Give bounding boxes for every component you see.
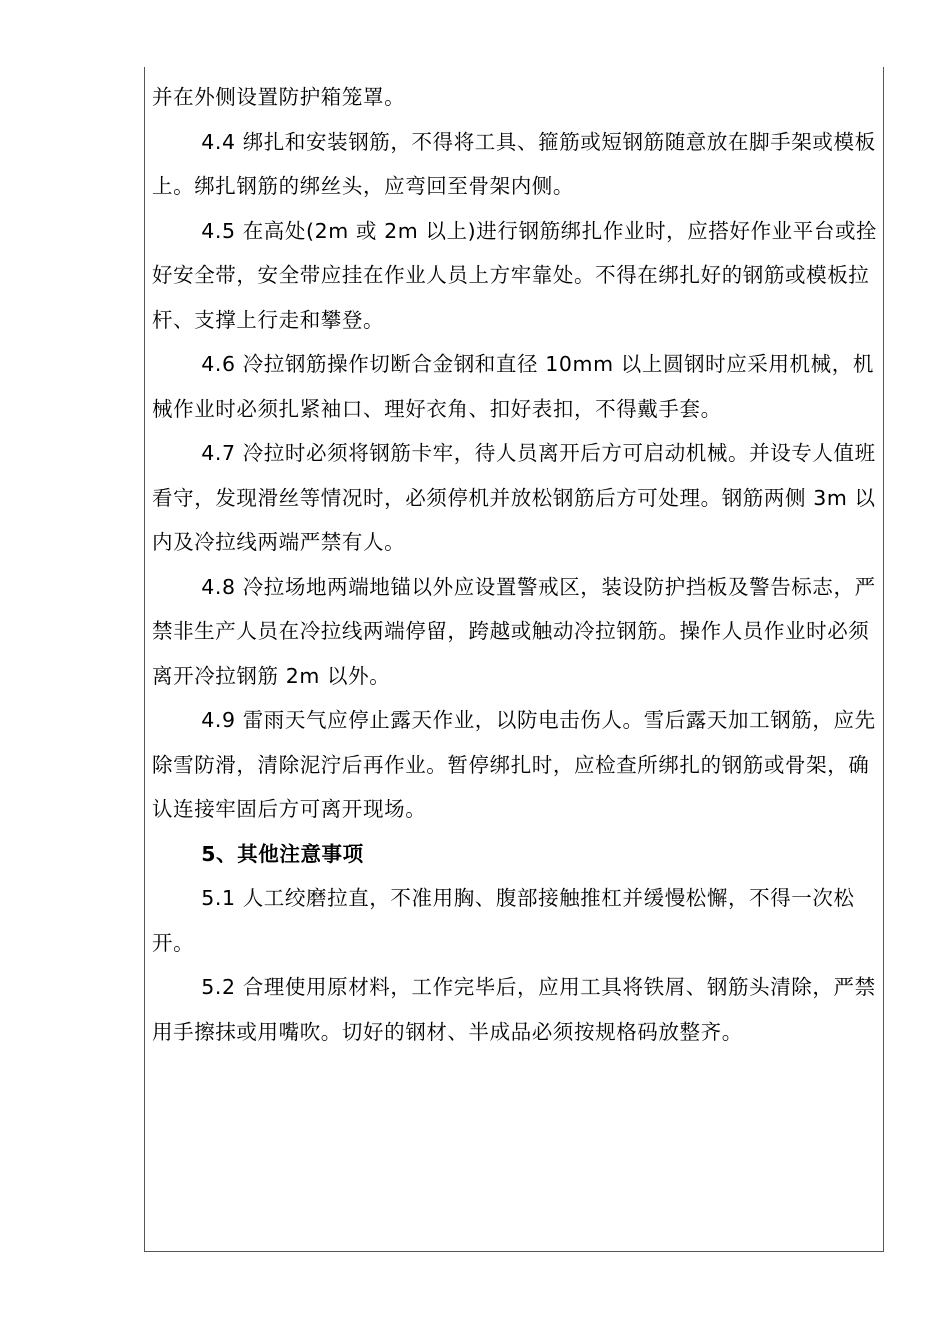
paragraph-4-6: 4.6 冷拉钢筋操作切断合金钢和直径 10mm 以上圆钢时应采用机械，机械作业时必须扎紧袖口、理好衣角、扣好表扣，不得戴手套。 <box>152 352 874 421</box>
paragraph-continuation: 并在外侧设置防护箱笼罩。 <box>152 85 406 109</box>
section-heading-5: 5、其他注意事项 <box>201 841 364 866</box>
paragraph-4-5: 4.5 在高处(2m 或 2m 以上)进行钢筋绑扎作业时，应搭好作业平台或拴好安全带，安全带应挂在作业人员上方牢靠处。不得在绑扎好的钢筋或模板拉杆、支撑上行走和攀登。 <box>152 218 878 332</box>
paragraph-4-8: 4.8 冷拉场地两端地锚以外应设置警戒区，装设防护挡板及警告标志，严禁非生产人员在冷拉线两端停留，跨越或触动冷拉钢筋。操作人员作业时必须离开冷拉钢筋 2m 以外。 <box>152 574 876 688</box>
paragraph-5-1: 5.1 人工绞磨拉直，不准用胸、腹部接触推杠并缓慢松懈，不得一次松开。 <box>152 886 855 955</box>
paragraph-4-7: 4.7 冷拉时必须将钢筋卡牢，待人员离开后方可启动机械。并设专人值班看守，发现滑丝等情况时，必须停机并放松钢筋后方可处理。钢筋两侧 3m 以内及冷拉线两端严禁有人。 <box>152 441 876 554</box>
paragraph-4-4: 4.4 绑扎和安装钢筋，不得将工具、箍筋或短钢筋随意放在脚手架或模板上。绑扎钢筋的绑丝头，应弯回至骨架内侧。 <box>152 129 876 198</box>
paragraph-5-2: 5.2 合理使用原材料，工作完毕后，应用工具将铁屑、钢筋头清除，严禁用手擦抹或用嘴吹。切好的钢材、半成品必须按规格码放整齐。 <box>152 975 876 1044</box>
paragraph-4-9: 4.9 雷雨天气应停止露天作业，以防电击伤人。雪后露天加工钢筋，应先除雪防滑，清除泥泞后再作业。暂停绑扎时，应检查所绑扎的钢筋或骨架，确认连接牢固后方可离开现场。 <box>152 708 876 821</box>
document-body <box>152 75 882 1054</box>
